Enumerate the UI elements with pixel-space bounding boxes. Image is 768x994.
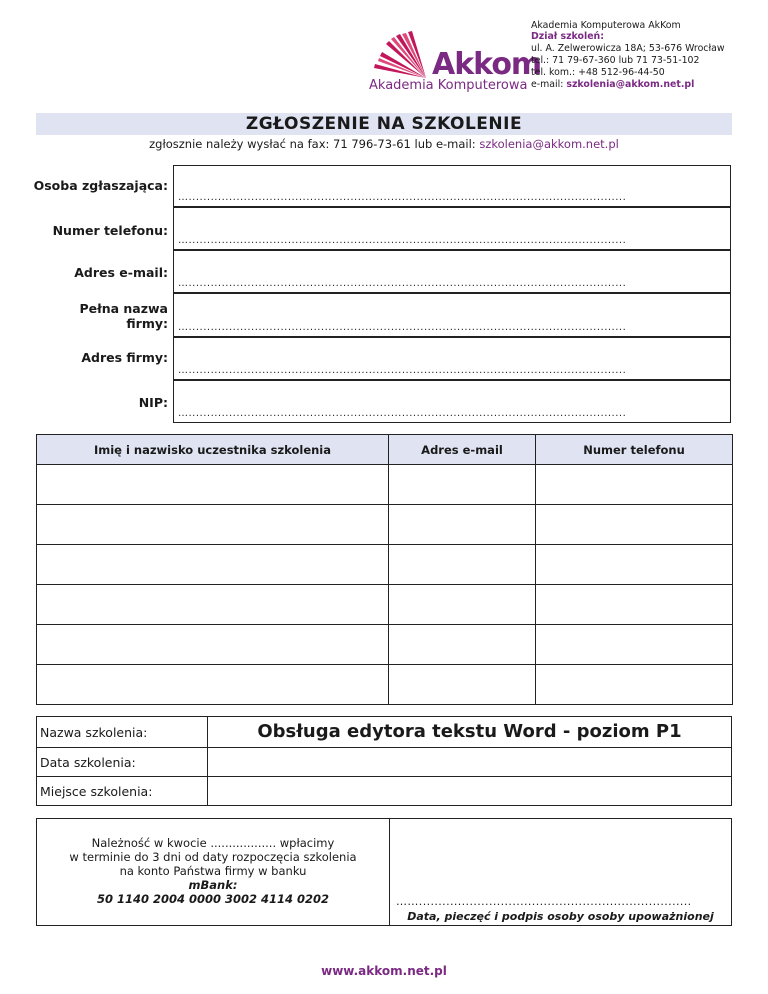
table-row: [37, 545, 733, 585]
table-header-row: [37, 435, 733, 465]
company-phone: tel.: 71 79-67-360 lub 71 73-51-102: [531, 55, 700, 66]
phone-label: Numer telefonu:: [52, 223, 168, 238]
email-label: Adres e-mail:: [74, 265, 168, 280]
participant-name-cell[interactable]: [37, 545, 389, 585]
company-address-field[interactable]: [173, 337, 731, 380]
participant-email-cell[interactable]: [389, 665, 536, 705]
training-place-row: [36, 776, 732, 806]
training-date-row: [36, 747, 732, 777]
payment-line-1: Należność w kwocie .................. wpłacimy: [91, 836, 335, 850]
email-field[interactable]: [173, 250, 731, 293]
participant-email-cell[interactable]: [389, 505, 536, 545]
payment-section: [36, 818, 732, 926]
contact-person-dots: ….......................................................................................................................: [178, 192, 627, 203]
signature-field[interactable]: [390, 819, 731, 925]
payment-line-2: w terminie do 3 dni od daty rozpoczęcia szkolenia: [69, 850, 357, 864]
signature-dots: ……......................................................................: [396, 897, 692, 907]
participant-name-cell[interactable]: [37, 625, 389, 665]
company-name: Akademia Komputerowa AkKom: [531, 20, 681, 31]
training-name-row: [36, 716, 732, 748]
training-date-label: Data szkolenia:: [40, 755, 136, 770]
participant-phone-cell[interactable]: [536, 465, 733, 505]
payment-line-3: na konto Państwa firmy w banku: [119, 864, 307, 878]
training-place-label: Miejsce szkolenia:: [40, 784, 153, 799]
logo-subtitle: Akademia Komputerowa: [369, 78, 528, 93]
instructions-email-link[interactable]: szkolenia@akkom.net.pl: [479, 137, 619, 151]
header-participant-email: Adres e-mail: [389, 435, 536, 465]
participants-table: [36, 434, 733, 705]
email-dots: ….......................................................................................................................: [178, 278, 627, 289]
training-name-label: Nazwa szkolenia:: [40, 725, 148, 740]
table-row: [37, 505, 733, 545]
form-title: ZGŁOSZENIE NA SZKOLENIE: [36, 113, 732, 135]
company-name-label-line2: firmy:: [126, 316, 168, 331]
participant-phone-cell[interactable]: [536, 625, 733, 665]
bank-account-number: 50 1140 2004 0000 3002 4114 0202: [96, 892, 330, 906]
header-participant-phone: Numer telefonu: [536, 435, 733, 465]
participant-name-cell[interactable]: [37, 465, 389, 505]
footer-website-link[interactable]: www.akkom.net.pl: [321, 964, 447, 978]
company-address-label: Adres firmy:: [81, 350, 168, 365]
phone-field[interactable]: [173, 207, 731, 250]
training-name-value: Obsługa edytora tekstu Word - poziom P1: [257, 721, 682, 742]
department-label: Dział szkoleń:: [531, 31, 604, 42]
training-date-field[interactable]: [207, 748, 731, 776]
participant-name-cell[interactable]: [37, 585, 389, 625]
company-name-label-line1: Pełna nazwa: [79, 301, 168, 316]
company-name-field[interactable]: [173, 293, 731, 337]
header-participant-name: Imię i nazwisko uczestnika szkolenia: [37, 435, 389, 465]
training-name-field[interactable]: [207, 717, 731, 747]
table-row: [37, 585, 733, 625]
company-email-link[interactable]: szkolenia@akkom.net.pl: [566, 79, 695, 90]
company-email-line: [531, 79, 694, 91]
training-place-field[interactable]: [207, 777, 731, 805]
company-name-dots: ….......................................................................................................................: [178, 322, 627, 333]
nip-dots: ….......................................................................................................................: [178, 408, 627, 419]
payment-terms: [37, 819, 390, 925]
participant-phone-cell[interactable]: [536, 505, 733, 545]
participant-phone-cell[interactable]: [536, 665, 733, 705]
nip-field[interactable]: [173, 380, 731, 423]
table-row: [37, 625, 733, 665]
participant-name-cell[interactable]: [37, 665, 389, 705]
company-mobile: tel. kom.: +48 512-96-44-50: [531, 67, 665, 78]
nip-label: NIP:: [138, 395, 168, 410]
signature-label: Data, pieczęć i podpis osoby osoby upoważnionej: [407, 910, 714, 923]
submission-instructions: [36, 137, 732, 151]
participant-phone-cell[interactable]: [536, 545, 733, 585]
table-row: [37, 465, 733, 505]
participant-email-cell[interactable]: [389, 465, 536, 505]
participant-email-cell[interactable]: [389, 625, 536, 665]
phone-dots: ….......................................................................................................................: [178, 235, 627, 246]
participant-email-cell[interactable]: [389, 545, 536, 585]
table-row: [37, 665, 733, 705]
contact-person-label: Osoba zgłaszająca:: [33, 178, 168, 193]
participant-name-cell[interactable]: [37, 505, 389, 545]
company-address: ul. A. Zelwerowicza 18A; 53-676 Wrocław: [531, 43, 725, 54]
participant-phone-cell[interactable]: [536, 585, 733, 625]
bank-name: mBank:: [188, 878, 238, 892]
logo-wordmark: Akkom: [432, 47, 542, 82]
email-label: e-mail:: [531, 79, 567, 90]
company-address-dots: ….......................................................................................................................: [178, 365, 627, 376]
contact-person-field[interactable]: [173, 165, 731, 207]
instructions-text: zgłosznie należy wysłać na fax: 71 796-73-61 lub e-mail:: [149, 137, 480, 151]
participant-email-cell[interactable]: [389, 585, 536, 625]
